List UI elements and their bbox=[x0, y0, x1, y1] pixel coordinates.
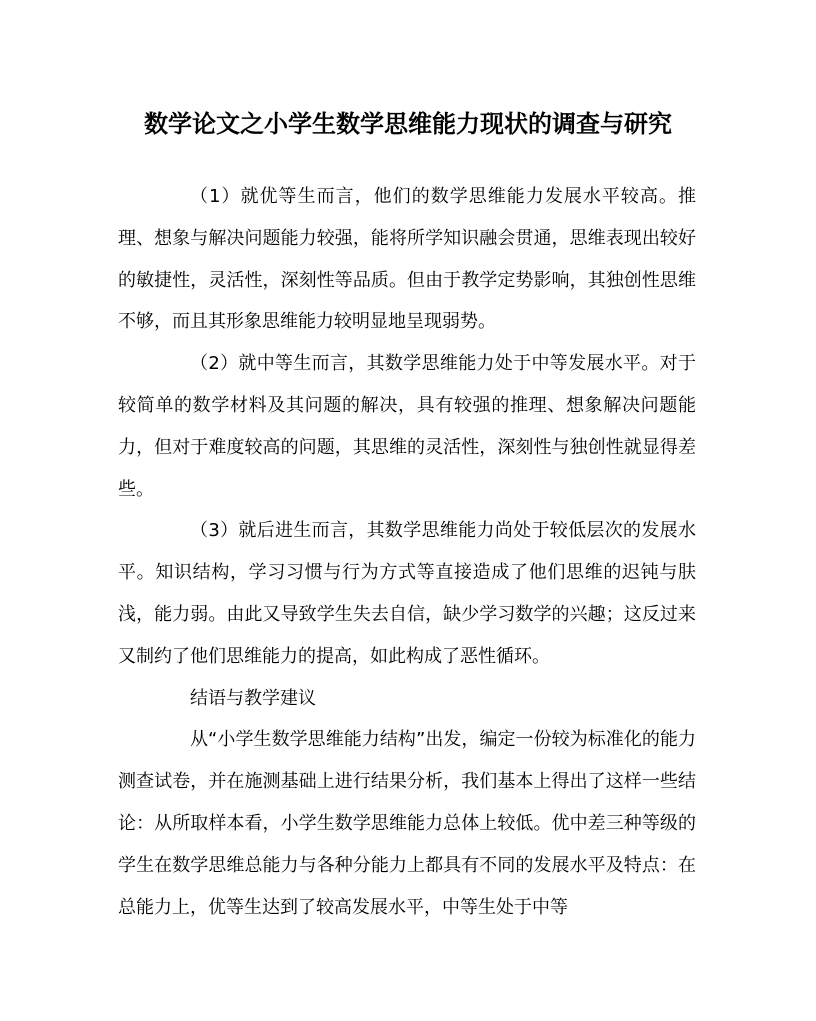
document-body bbox=[118, 176, 696, 928]
paragraph-struggling-students: （3）就后进生而言，其数学思维能力尚处于较低层次的发展水平。知识结构，学习习惯与行为方式等直接造成了他们思维的迟钝与肤浅，能力弱。由此又导致学生失去自信，缺少学习数学的兴趣；这反过来又制约了他们思维能力的提高，如此构成了恶性循环。 bbox=[118, 520, 696, 667]
document-title: 数学论文之小学生数学思维能力现状的调查与研究 bbox=[144, 110, 672, 138]
section-heading: 结语与教学建议 bbox=[190, 687, 316, 709]
paragraph-top-students: （1）就优等生而言，他们的数学思维能力发展水平较高。推理、想象与解决问题能力较强，能将所学知识融会贯通，思维表现出较好的敏捷性，灵活性，深刻性等品质。但由于教学定势影响，其独创性思维不够，而且其形象思维能力较明显地呈现弱势。 bbox=[118, 186, 696, 333]
paragraph-conclusion: 从“小学生数学思维能力结构”出发，编定一份较为标准化的能力测查试卷，并在施测基础上进行结果分析，我们基本上得出了这样一些结论：从所取样本看，小学生数学思维能力总体上较低。优中差三种等级的学生在数学思维总能力与各种分能力上都具有不同的发展水平及特点：在总能力上，优等生达到了较高发展水平，中等生处于中等 bbox=[118, 729, 696, 918]
paragraph-average-students: （2）就中等生而言，其数学思维能力处于中等发展水平。对于较简单的数学材料及其问题的解决，具有较强的推理、想象解决问题能力，但对于难度较高的问题，其思维的灵活性，深刻性与独创性就显得差些。 bbox=[118, 353, 696, 500]
